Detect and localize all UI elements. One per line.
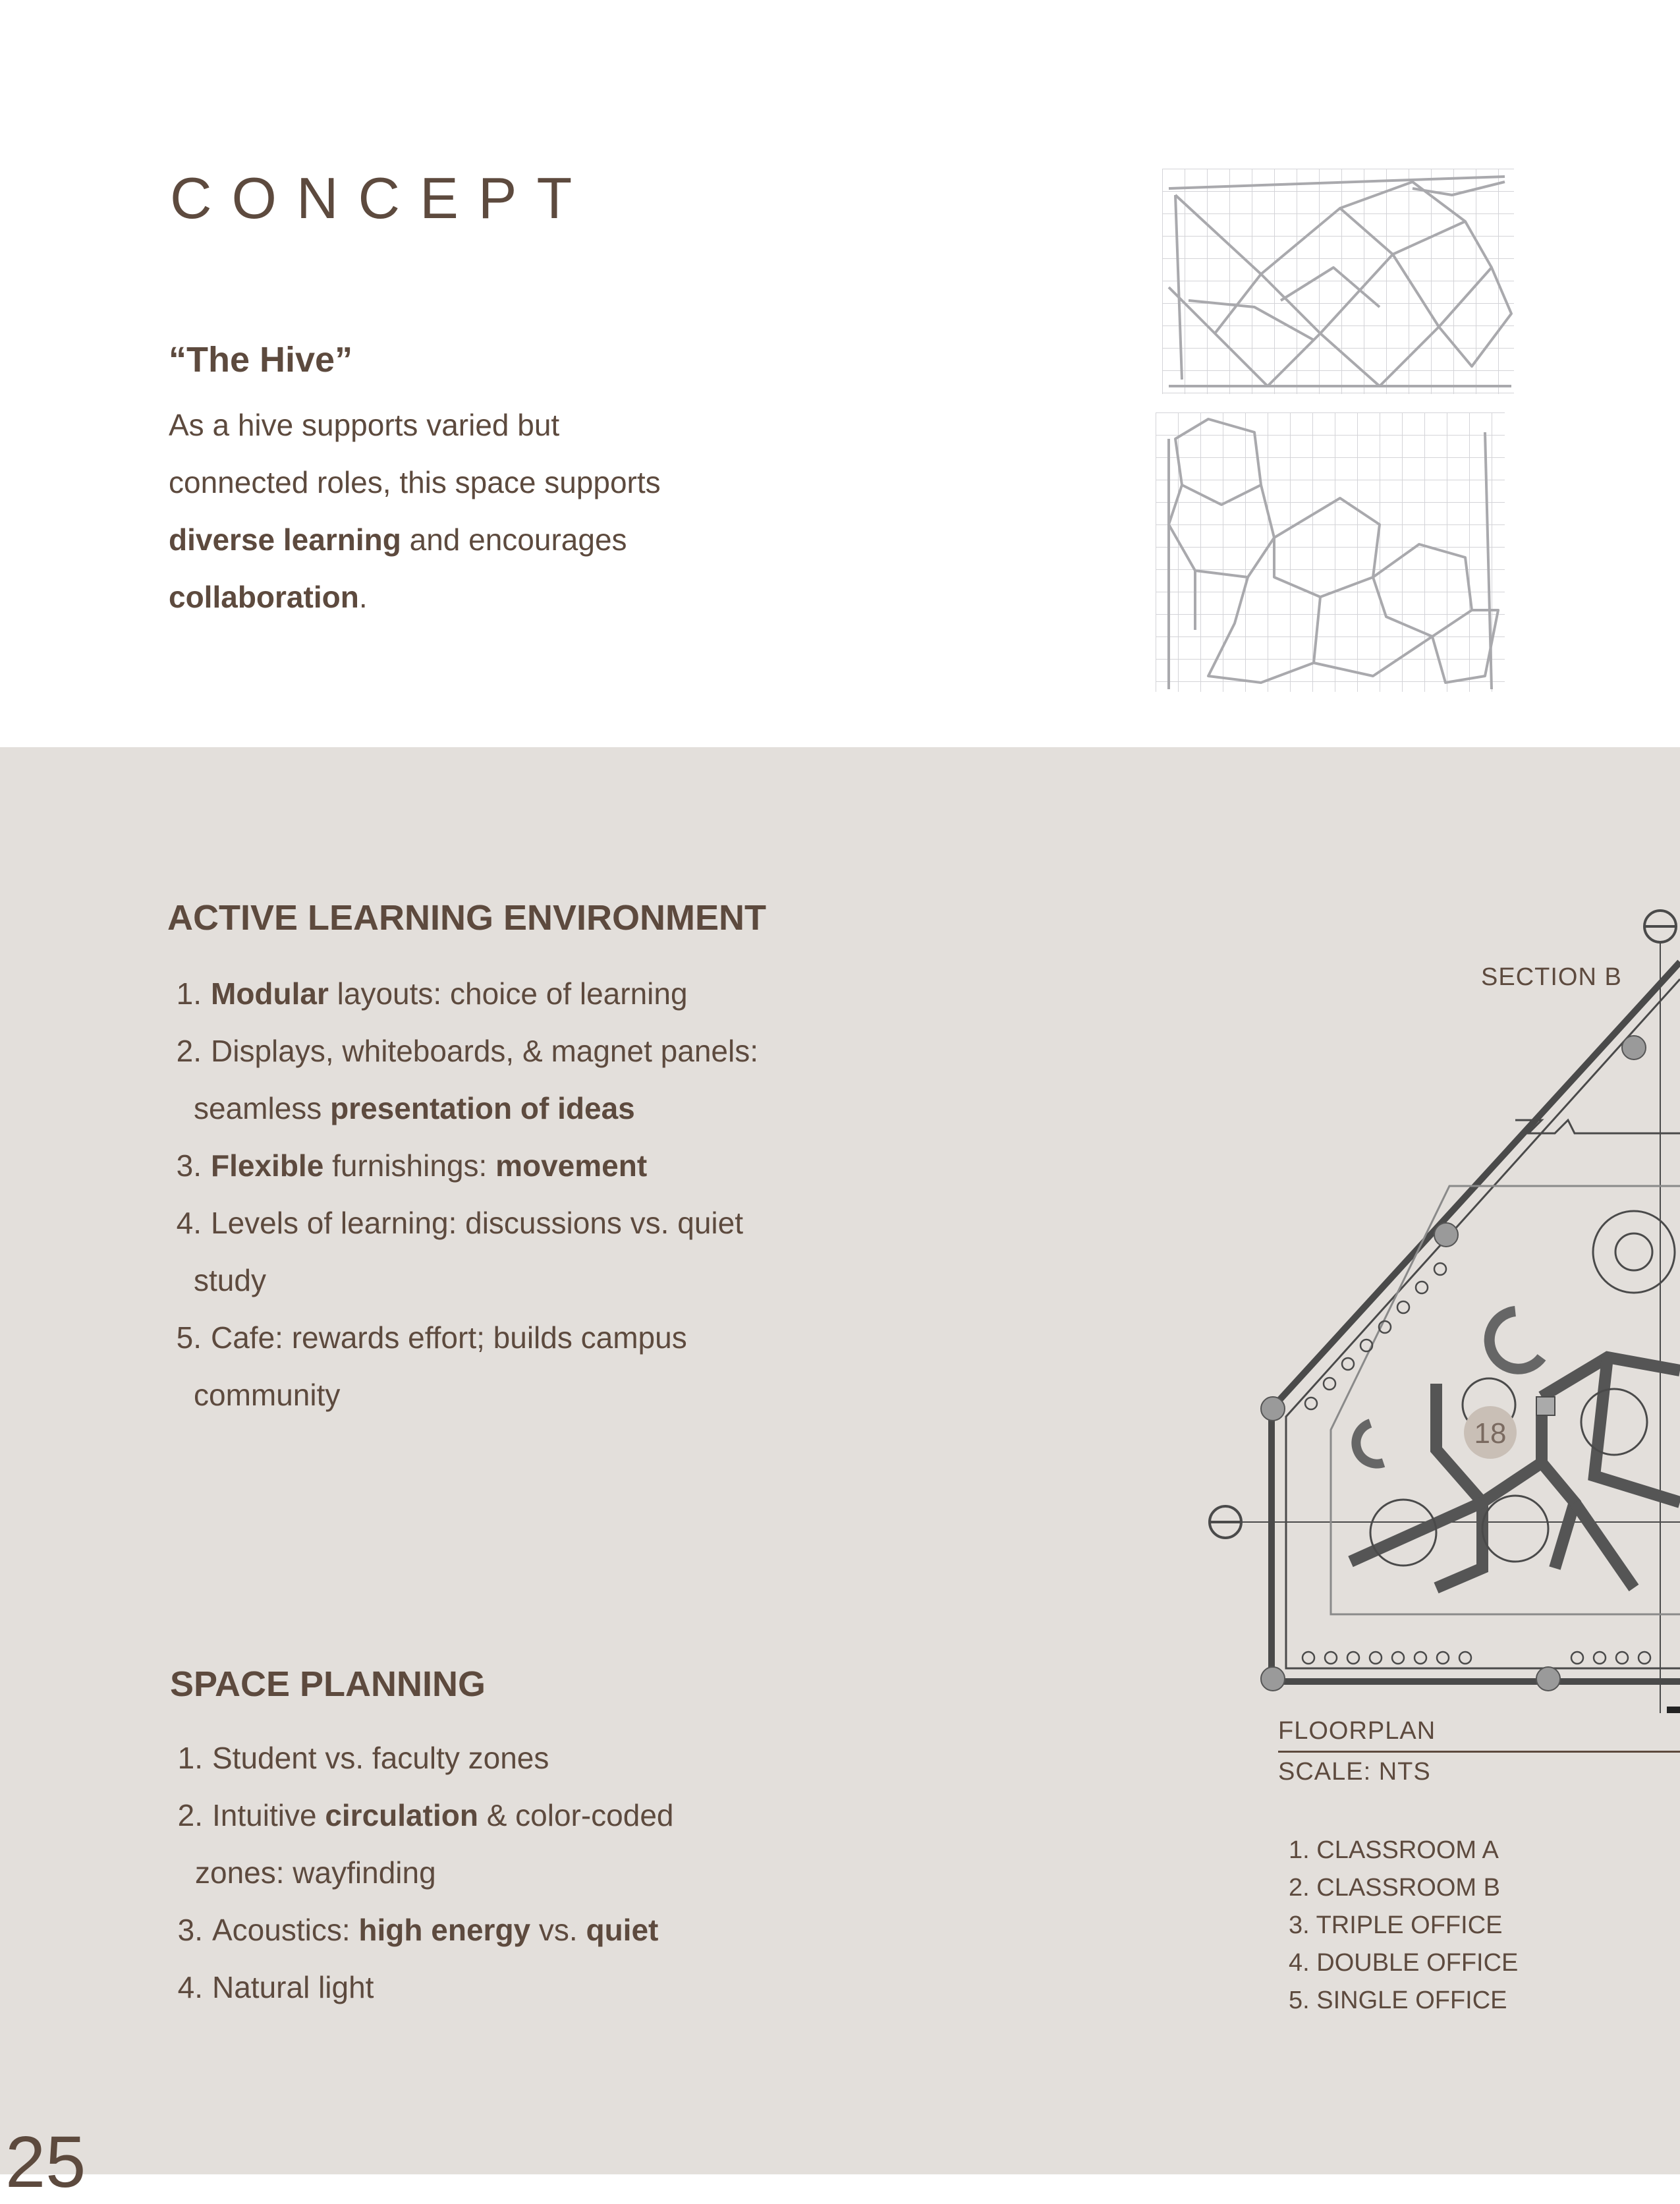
list-item: 2. Intuitive circulation & color-coded zones: wayfinding [177,1798,674,1890]
list-item: 3. Acoustics: high energy vs. quiet [177,1913,659,1947]
text-run: . [358,580,368,614]
concept-description [169,397,762,626]
text-run: zones: wayfinding [195,1855,436,1890]
list-item: 3. Flexible furnishings: movement [176,1148,648,1183]
list-item: 5. Cafe: rewards effort; builds campus community [176,1320,687,1412]
bold-text: collaboration [169,580,359,614]
bold-text: presentation of ideas [330,1091,635,1125]
text-run: connected roles, this space supports [169,465,661,499]
text-run: Acoustics: [212,1913,359,1947]
hive-sketch-top [1162,169,1514,394]
concept-line [169,454,762,511]
bold-text: movement [495,1148,648,1183]
concept-line [169,397,762,454]
text-run: Student vs. faculty zones [212,1741,549,1775]
floorplan-rule [1278,1751,1680,1753]
text-run: Intuitive [212,1798,325,1832]
text-run: Natural light [212,1970,374,2004]
legend-item: 3. TRIPLE OFFICE [1289,1911,1503,1939]
section-b-label: SECTION B [1481,963,1622,991]
space-planning-list [169,1730,674,2016]
concept-line [169,569,762,626]
active-learning-list [167,965,758,1424]
text-run: furnishings: [323,1148,496,1183]
legend-item: 1. CLASSROOM A [1289,1836,1499,1864]
text-run: Cafe: rewards effort; builds campus [211,1320,687,1355]
text-run: seamless [194,1091,331,1125]
floorplan-drawing [1173,870,1680,1726]
text-run: layouts: choice of learning [328,976,688,1011]
text-run: study [194,1263,266,1297]
legend-item: 5. SINGLE OFFICE [1289,1987,1507,2014]
bold-text: diverse learning [169,523,401,557]
floorplan-scale: SCALE: NTS [1278,1758,1431,1786]
text-run: Displays, whiteboards, & magnet panels: [211,1034,758,1068]
list-item: 1. Modular layouts: choice of learning [176,976,688,1011]
bold-text: quiet [586,1913,659,1947]
text-run: & color-coded [478,1798,674,1832]
text-run: As a hive supports varied but [169,408,560,442]
legend-item: 2. CLASSROOM B [1289,1874,1500,1902]
floorplan-legend [1289,1832,1518,2020]
concept-line [169,511,762,569]
list-item: 4. Natural light [177,1970,374,2004]
text-run: community [194,1378,341,1412]
active-learning-heading: ACTIVE LEARNING ENVIRONMENT [167,898,767,938]
floorplan-title: FLOORPLAN [1278,1717,1436,1745]
bold-text: Modular [211,976,329,1011]
hive-title: “The Hive” [169,340,353,380]
text-run: vs. [530,1913,586,1947]
bold-text: Flexible [211,1148,324,1183]
space-planning-heading: SPACE PLANNING [170,1664,486,1704]
list-item: 2. Displays, whiteboards, & magnet panels: seamless presentation of ideas [176,1034,758,1125]
concept-title: CONCEPT [170,165,592,231]
legend-item: 4. DOUBLE OFFICE [1289,1949,1519,1977]
hive-sketch-bottom [1156,412,1505,692]
list-item: 4. Levels of learning: discussions vs. quiet study [176,1206,743,1297]
list-item: 1. Student vs. faculty zones [177,1741,549,1775]
bold-text: circulation [325,1798,478,1832]
text-run: and encourages [401,523,627,557]
text-run: Levels of learning: discussions vs. quiet [211,1206,743,1240]
room-tag: 18 [1474,1417,1507,1450]
page-number: 25 [5,2122,86,2203]
bold-text: high energy [358,1913,531,1947]
